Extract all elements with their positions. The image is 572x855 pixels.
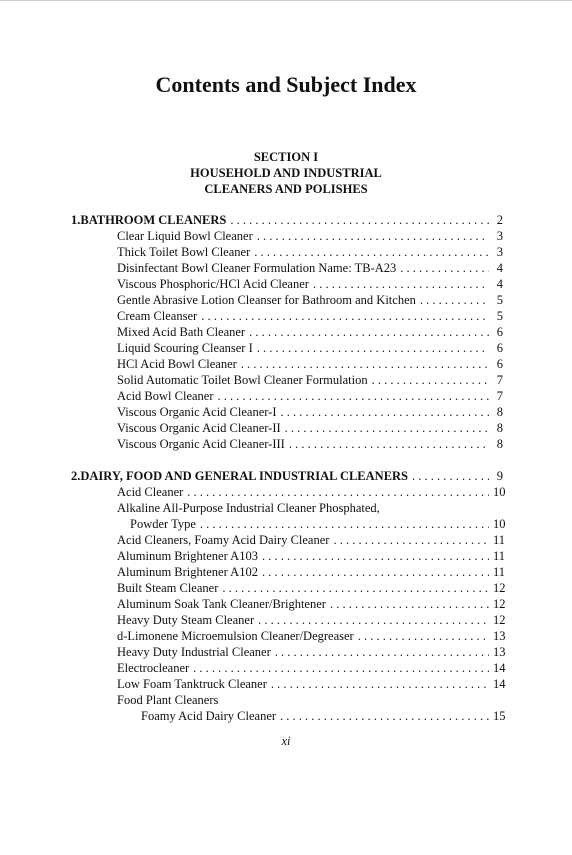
toc-entry-label: Mixed Acid Bath Cleaner [117,325,246,339]
dot-leader [218,389,489,404]
toc-entry-page: 6 [496,325,503,339]
dot-leader [333,533,489,548]
toc-entry-page: 15 [493,709,506,723]
toc-entry[interactable] [117,341,503,356]
toc-entry-label: Disinfectant Bowl Cleaner Formulation Name: TB-A23 [117,261,397,275]
toc-entry-page: 10 [493,485,506,499]
toc-entry-page: 10 [493,517,506,531]
toc-entry-page: 7 [496,389,503,403]
toc-entry-label: Heavy Duty Industrial Cleaner [117,645,271,659]
toc-entry-label: Liquid Scouring Cleanser I [117,341,253,355]
dot-leader [241,357,489,372]
dot-leader [200,517,489,532]
section-title-line-2: CLEANERS AND POLISHES [204,182,368,196]
toc-entry-label: Aluminum Soak Tank Cleaner/Brightener [117,597,326,611]
toc-entry-page: 11 [493,565,506,579]
toc-entry-label: Viscous Organic Acid Cleaner-II [117,421,281,435]
chapter-2-page: 9 [496,469,503,483]
toc-entry-label: Heavy Duty Steam Cleaner [117,613,255,627]
toc-entry[interactable] [117,677,506,692]
toc-entry-page: 8 [496,437,503,451]
top-rule [0,0,572,1]
toc-entry-label: Acid Cleaners, Foamy Acid Dairy Cleaner [117,533,330,547]
toc-subheading[interactable]: Food Plant Cleaners [117,693,219,707]
toc-entry-page: 12 [493,581,506,595]
dot-leader [330,597,489,612]
toc-entry[interactable] [117,293,503,308]
dot-leader [400,261,489,276]
dot-leader [271,677,489,692]
chapter-2-heading[interactable] [71,469,503,484]
dot-leader [249,325,489,340]
toc-entry[interactable] [117,245,503,260]
toc-entry-page: 12 [493,597,506,611]
toc-entry-page: 5 [496,309,503,323]
toc-entry-page: 6 [496,341,503,355]
toc-entry-page: 3 [496,245,503,259]
dot-leader [193,661,489,676]
toc-entry[interactable] [117,597,506,612]
toc-entry[interactable] [117,277,503,292]
toc-entry-label: Solid Automatic Toilet Bowl Cleaner Formulation [117,373,368,387]
toc-entry-label: Electrocleaner [117,661,190,675]
dot-leader [201,309,489,324]
toc-entry-page: 7 [496,373,503,387]
toc-entry-label: Viscous Organic Acid Cleaner-I [117,405,277,419]
dot-leader [258,613,489,628]
toc-entry[interactable] [141,709,506,724]
dot-leader [275,645,489,660]
toc-entry-page: 13 [493,645,506,659]
toc-entry-label: Acid Bowl Cleaner [117,389,214,403]
chapter-1-heading[interactable] [71,213,503,228]
toc-entry[interactable] [117,581,506,596]
toc-entry[interactable] [117,661,506,676]
toc-entry[interactable] [117,613,506,628]
dot-leader [257,341,489,356]
toc-entry[interactable] [117,565,506,580]
toc-entry-label: Thick Toilet Bowl Cleaner [117,245,251,259]
toc-entry[interactable] [117,533,506,548]
toc-entry-page: 6 [496,357,503,371]
section-title-line-1: HOUSEHOLD AND INDUSTRIAL [190,166,382,180]
toc-entry-label: Aluminum Brightener A102 [117,565,258,579]
toc-entry-label: Gentle Abrasive Lotion Cleanser for Bathroom and Kitchen [117,293,416,307]
toc-entry[interactable] [117,629,506,644]
toc-entry-label: HCl Acid Bowl Cleaner [117,357,237,371]
dot-leader [372,373,489,388]
dot-leader [358,629,489,644]
toc-entry-label: Viscous Organic Acid Cleaner-III [117,437,285,451]
dot-leader [289,437,489,452]
toc-entry[interactable] [117,549,506,564]
toc-entry-label: Acid Cleaner [117,485,184,499]
toc-entry-page: 3 [496,229,503,243]
dot-leader [187,485,489,500]
dot-leader [280,709,489,724]
toc-entry[interactable] [117,437,503,452]
toc-entry-page: 11 [493,549,506,563]
dot-leader [313,277,489,292]
toc-entry-page: 8 [496,421,503,435]
toc-entry[interactable] [117,405,503,420]
dot-leader [257,229,489,244]
dot-leader [412,469,489,484]
dot-leader [262,565,489,580]
toc-entry-label: Cream Cleanser [117,309,198,323]
toc-entry-label: Clear Liquid Bowl Cleaner [117,229,253,243]
chapter-1-number: 1. [71,213,81,227]
section-label: SECTION I [253,150,319,164]
toc-entry-label: Powder Type [130,517,196,531]
toc-entry-label: Built Steam Cleaner [117,581,219,595]
dot-leader [230,213,489,228]
toc-entry[interactable] [117,325,503,340]
toc-entry-page: 14 [493,677,506,691]
dot-leader [281,405,490,420]
toc-entry-continued-label[interactable]: Alkaline All-Purpose Industrial Cleaner Phosphated, [117,501,380,515]
toc-entry[interactable] [117,485,506,500]
page-folio: xi [281,734,291,748]
toc-entry-label: Foamy Acid Dairy Cleaner [141,709,277,723]
dot-leader [262,549,489,564]
chapter-1-title: BATHROOM CLEANERS [80,213,227,227]
chapter-2-number: 2. [71,469,81,483]
dot-leader [420,293,489,308]
toc-entry-label: d-Limonene Microemulsion Cleaner/Degreaser [117,629,354,643]
toc-entry[interactable] [117,373,503,388]
dot-leader [254,245,489,260]
toc-entry[interactable] [117,229,503,244]
toc-entry-label: Aluminum Brightener A103 [117,549,258,563]
toc-entry[interactable] [130,517,506,532]
dot-leader [285,421,489,436]
toc-entry-label: Low Foam Tanktruck Cleaner [117,677,267,691]
toc-entry[interactable] [117,421,503,436]
toc-entry-label: Viscous Phosphoric/HCl Acid Cleaner [117,277,309,291]
page-title: Contents and Subject Index [155,72,417,97]
toc-entry-page: 4 [496,261,503,275]
toc-entry-page: 4 [496,277,503,291]
toc-entry-page: 8 [496,405,503,419]
dot-leader [222,581,489,596]
toc-entry[interactable] [117,309,503,324]
chapter-2-title: DAIRY, FOOD AND GENERAL INDUSTRIAL CLEANERS [80,469,409,483]
toc-entry[interactable] [117,389,503,404]
chapter-1-page: 2 [496,213,503,227]
toc-entry[interactable] [117,357,503,372]
toc-entry-page: 5 [496,293,503,307]
toc-entry-page: 11 [493,533,506,547]
toc-entry[interactable] [117,261,503,276]
toc-entry[interactable] [117,645,506,660]
toc-entry-page: 14 [493,661,506,675]
toc-entry-page: 13 [493,629,506,643]
toc-entry-page: 12 [493,613,506,627]
